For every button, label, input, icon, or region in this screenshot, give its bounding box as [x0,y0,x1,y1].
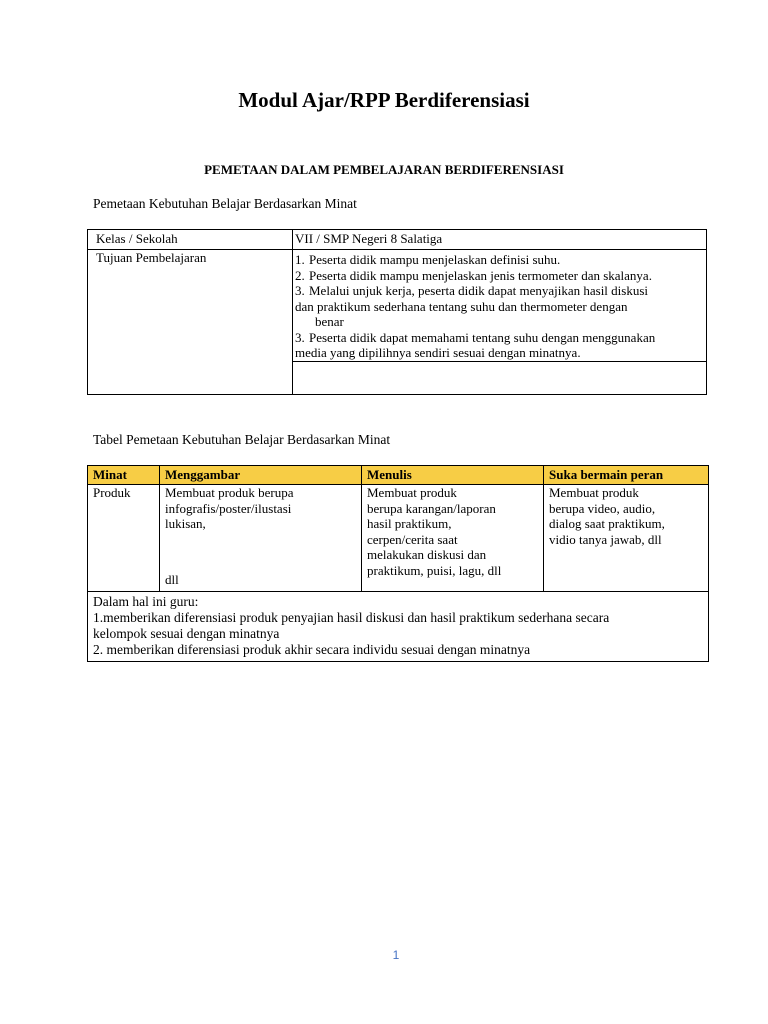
learning-needs-table [87,229,707,395]
teacher-notes [88,592,709,662]
goals-list [293,250,707,362]
section-label-tabel: Tabel Pemetaan Kebutuhan Belajar Berdasarkan Minat [93,432,391,447]
goal-text: Peserta didik dapat memahami tentang suhu dengan menggunakan [309,329,656,345]
goal-text: Melalui unjuk kerja, peserta didik dapat menyajikan hasil diskusi [309,283,649,298]
page-number: 1 [392,948,400,962]
header-menggambar: Menggambar [160,466,362,485]
list-item [295,268,706,284]
cell-line: Membuat produk [549,485,639,500]
goal-number: 3. [295,283,305,298]
table-row [88,250,707,362]
cell-line: berupa video, audio, [549,500,656,516]
section-label-pemetaan: Pemetaan Kebutuhan Belajar Berdasarkan Minat [93,196,357,211]
row-label-produk: Produk [88,485,160,592]
header-suka-bermain-peran: Suka bermain peran [544,466,709,485]
cell-line: lukisan, [165,516,206,531]
tujuan-label-text: Tujuan Pembelajaran [96,250,207,265]
cell-line: hasil praktikum, [367,516,452,531]
goal-text-continued: dan praktikum sederhana tentang suhu dan thermometer dengan [295,298,628,314]
goal-number: 2. [295,267,305,283]
cell-line: infografis/poster/ilustasi [165,500,292,516]
cell-menulis [362,485,544,592]
cell-line: dialog saat praktikum, [549,516,665,531]
kelas-value: VII / SMP Negeri 8 Salatiga [293,230,707,250]
cell-line: Membuat produk berupa [165,485,294,500]
cell-line: cerpen/cerita saat [367,531,458,547]
goal-text-continued: benar [315,314,344,329]
list-item [295,283,706,299]
cell-line: vidio tanya jawab, dll [549,531,662,547]
goal-text: Peserta didik mampu menjelaskan jenis termometer dan skalanya. [309,267,652,283]
header-menulis: Menulis [362,466,544,485]
notes-line: 1.memberikan diferensiasi produk penyajian hasil diskusi dan hasil praktikum sederhana secara [93,610,610,625]
document-title: Modul Ajar/RPP Berdiferensiasi [238,88,530,112]
cell-line: dll [165,571,179,587]
document-subtitle: PEMETAAN DALAM PEMBELAJARAN BERDIFERENSIASI [204,162,564,177]
notes-line: kelompok sesuai dengan minatnya [93,626,280,641]
list-item [295,252,706,268]
table-row [88,485,709,592]
interest-mapping-table [87,465,709,662]
tujuan-label [88,250,293,395]
table-row [88,230,707,250]
empty-cell [293,361,707,394]
cell-line: melakukan diskusi dan [367,547,487,562]
table-header-row [88,466,709,485]
kelas-label: Kelas / Sekolah [88,230,293,250]
cell-menggambar [160,485,362,592]
cell-line: Membuat produk [367,485,457,500]
header-minat: Minat [88,466,160,485]
goal-number: 1. [295,252,305,267]
goal-text-continued: media yang dipilihnya sendiri sesuai dengan minatnya. [295,345,581,360]
goal-text: Peserta didik mampu menjelaskan definisi suhu. [309,252,561,267]
notes-line: Dalam hal ini guru: [93,594,199,609]
cell-line: berupa karangan/laporan [367,500,496,516]
goal-number: 3. [295,329,305,345]
list-item [295,330,706,346]
cell-suka-bermain-peran [544,485,709,592]
notes-line: 2. memberikan diferensiasi produk akhir secara individu sesuai dengan minatnya [93,642,531,657]
cell-line: praktikum, puisi, lagu, dll [367,562,502,578]
table-row [88,592,709,662]
